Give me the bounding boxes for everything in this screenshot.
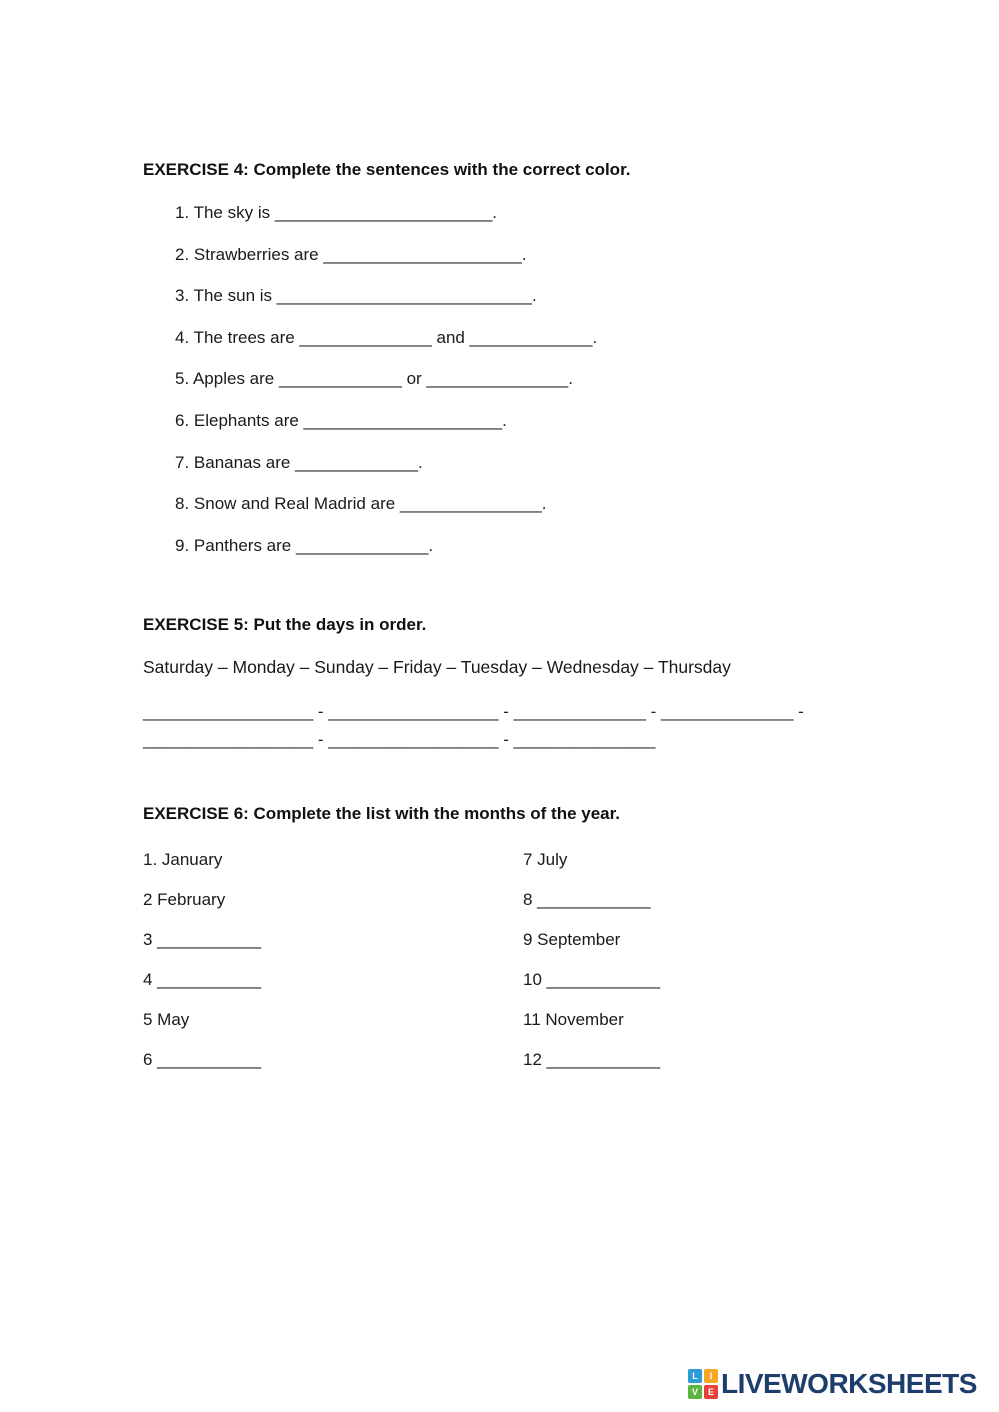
exercise-5-days-list: Saturday – Monday – Sunday – Friday – Tuesday – Wednesday – Thursday: [143, 657, 731, 677]
exercise-5-answer-line-2: __________________ - __________________ - _______________: [143, 730, 656, 749]
exercise-4-items: [175, 192, 630, 566]
exercise-4-item-3: 3. The sun is ___________________________.: [175, 286, 537, 306]
logo-square-v: V: [688, 1385, 702, 1399]
month-row-8: 8 ____________: [523, 890, 651, 909]
month-row-6: 6 ___________: [143, 1050, 262, 1069]
month-row-2: 2 February: [143, 890, 226, 909]
exercise-6-section: [143, 804, 903, 1080]
exercise-5-title: EXERCISE 5: Put the days in order.: [143, 615, 427, 634]
month-row-12: 12 ____________: [523, 1050, 661, 1069]
logo-square-l: L: [688, 1369, 702, 1383]
exercise-4-item-9: 9. Panthers are ______________.: [175, 535, 434, 555]
exercise-4-item-7: 7. Bananas are _____________.: [175, 452, 423, 472]
logo-square-i: I: [704, 1369, 718, 1383]
exercise-4-item-2: 2. Strawberries are _____________________.: [175, 244, 527, 264]
exercise-6-left-column: [143, 840, 523, 1080]
month-row-10: 10 ____________: [523, 970, 661, 989]
exercise-4-item-6: 6. Elephants are _____________________.: [175, 410, 507, 430]
exercise-4-section: [143, 160, 630, 566]
liveworksheets-watermark: [688, 1368, 977, 1400]
month-row-1: 1. January: [143, 850, 223, 869]
exercise-4-item-4: 4. The trees are ______________ and _____________.: [175, 327, 598, 347]
exercise-5-answer-line-1: __________________ - __________________ - ______________ - ______________ -: [143, 702, 804, 721]
exercise-5-section: [143, 615, 804, 754]
exercise-6-title: EXERCISE 6: Complete the list with the months of the year.: [143, 804, 621, 823]
logo-square-e: E: [704, 1385, 718, 1399]
exercise-4-item-5: 5. Apples are _____________ or _______________.: [175, 369, 573, 389]
exercise-6-columns: [143, 840, 903, 1080]
month-row-11: 11 November: [523, 1010, 624, 1029]
exercise-4-title: EXERCISE 4: Complete the sentences with the correct color.: [143, 160, 631, 179]
month-row-4: 4 ___________: [143, 970, 262, 989]
month-row-7: 7 July: [523, 850, 568, 869]
liveworksheets-brand-text: LIVEWORKSHEETS: [721, 1368, 977, 1399]
exercise-4-item-8: 8. Snow and Real Madrid are _______________.: [175, 494, 547, 514]
exercise-4-item-1: 1. The sky is _______________________.: [175, 203, 498, 222]
month-row-9: 9 September: [523, 930, 621, 949]
month-row-5: 5 May: [143, 1010, 190, 1029]
month-row-3: 3 ___________: [143, 930, 262, 949]
liveworksheets-logo-icon: [688, 1369, 718, 1399]
exercise-6-right-column: [523, 840, 903, 1080]
